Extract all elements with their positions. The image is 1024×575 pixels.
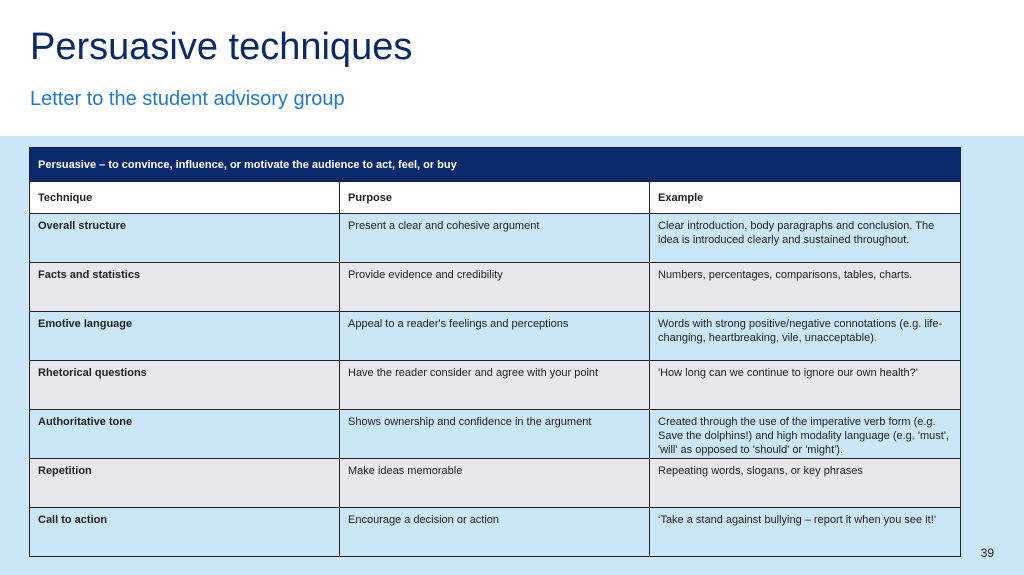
table-row (30, 410, 961, 459)
example-cell: Repeating words, slogans, or key phrases (650, 459, 961, 508)
table-row (30, 508, 961, 557)
technique-cell: Rhetorical questions (30, 361, 340, 410)
technique-cell: Call to action (30, 508, 340, 557)
technique-cell: Authoritative tone (30, 410, 340, 459)
table-row (30, 312, 961, 361)
purpose-cell: Present a clear and cohesive argument (340, 214, 650, 263)
page-number: 39 (980, 546, 994, 560)
column-header-example: Example (650, 182, 961, 214)
column-header-purpose: Purpose (340, 182, 650, 214)
technique-cell: Overall structure (30, 214, 340, 263)
example-cell: 'How long can we continue to ignore our own health?' (650, 361, 961, 410)
column-header-technique: Technique (30, 182, 340, 214)
purpose-cell: Encourage a decision or action (340, 508, 650, 557)
purpose-cell: Provide evidence and credibility (340, 263, 650, 312)
example-cell: Numbers, percentages, comparisons, tables, charts. (650, 263, 961, 312)
example-cell: ‘Take a stand against bullying – report it when you see it!’ (650, 508, 961, 557)
table-row (30, 214, 961, 263)
technique-cell: Emotive language (30, 312, 340, 361)
purpose-cell: Have the reader consider and agree with your point (340, 361, 650, 410)
technique-cell: Facts and statistics (30, 263, 340, 312)
technique-cell: Repetition (30, 459, 340, 508)
table-row (30, 361, 961, 410)
table-header-row (30, 182, 961, 214)
slide-title: Persuasive techniques (30, 26, 413, 68)
purpose-cell: Make ideas memorable (340, 459, 650, 508)
example-cell: Created through the use of the imperative verb form (e.g. Save the dolphins!) and high modality language (e.g. 'must', 'will' as opposed to 'should' or 'might'). (650, 410, 961, 459)
slide-subtitle: Letter to the student advisory group (30, 88, 345, 110)
example-cell: Words with strong positive/negative connotations (e.g. life-changing, heartbreaking, vile, unacceptable). (650, 312, 961, 361)
table-row (30, 459, 961, 508)
table-banner: Persuasive – to convince, influence, or motivate the audience to act, feel, or buy (30, 148, 961, 182)
table-row (30, 263, 961, 312)
purpose-cell: Shows ownership and confidence in the argument (340, 410, 650, 459)
table-banner-row (30, 148, 961, 182)
purpose-cell: Appeal to a reader's feelings and perceptions (340, 312, 650, 361)
techniques-table (29, 147, 961, 557)
example-cell: Clear introduction, body paragraphs and conclusion. The idea is introduced clearly and sustained throughout. (650, 214, 961, 263)
